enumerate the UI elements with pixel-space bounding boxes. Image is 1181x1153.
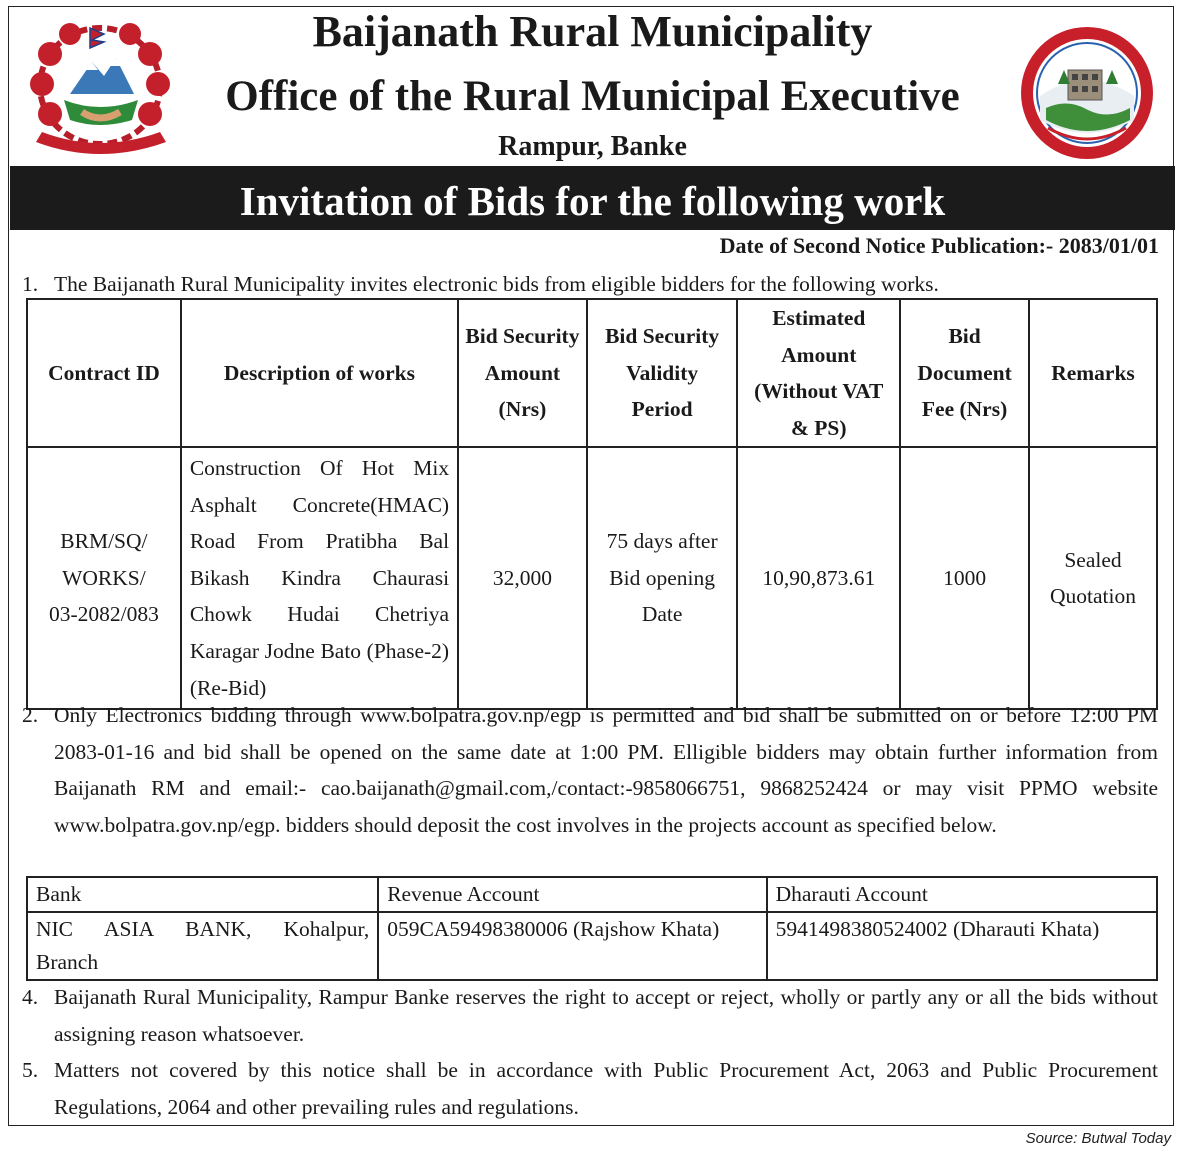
- col-header: Remarks: [1029, 299, 1157, 447]
- notice-item-5: [22, 1052, 1158, 1125]
- revenue-account: 059CA59498380006 (Rajshow Khata): [378, 912, 766, 980]
- table-header-row: [27, 877, 1157, 912]
- work-description: Construction Of Hot Mix Asphalt Concrete(HMAC) Road From Pratibha Bal Bikash Kindra Chaurasi Chowk Hudai Chetriya Karagar Jodne Bato (Phase-2) (Re-Bid): [181, 447, 458, 709]
- col-header: Dharauti Account: [767, 877, 1157, 912]
- municipality-title: Baijanath Rural Municipality: [312, 7, 873, 56]
- document-fee: 1000: [900, 447, 1029, 709]
- table-row: [27, 447, 1157, 709]
- bank-account-table: [26, 876, 1158, 981]
- col-header: Bid Security Amount (Nrs): [458, 299, 587, 447]
- bank-name: [27, 912, 378, 980]
- notice-banner: Invitation of Bids for the following work: [10, 166, 1175, 230]
- item-text: Baijanath Rural Municipality, Rampur Banke reserves the right to accept or reject, wholly or partly any or all the bids without assigning reason whatsoever.: [54, 985, 1158, 1046]
- nepal-emblem-icon: [20, 14, 180, 162]
- table-header-row: [27, 299, 1157, 447]
- item-number: 5.: [22, 1058, 39, 1082]
- publication-date: Date of Second Notice Publication:- 2083/01/01: [719, 233, 1159, 258]
- col-header: Bid Document Fee (Nrs): [900, 299, 1029, 447]
- item-number: 4.: [22, 985, 39, 1009]
- bid-validity-period: 75 days after Bid opening Date: [587, 447, 738, 709]
- office-title: Office of the Rural Municipal Executive: [225, 73, 960, 120]
- item-text: The Baijanath Rural Municipality invites electronic bids from eligible bidders for the following works.: [54, 272, 939, 296]
- item-text: Matters not covered by this notice shall be in accordance with Public Procurement Act, 2063 and Public Procurement Regulations, 2064 and other prevailing rules and regulations.: [54, 1058, 1158, 1119]
- notice-item-2: [22, 697, 1158, 843]
- bank-branch: Branch: [36, 950, 99, 974]
- works-table: [26, 298, 1158, 710]
- item-text: Only Electronics bidding through www.bolpatra.gov.np/egp is permitted and bid shall be submitted on or before 12:00 PM 2083-01-16 and bid shall be opened on the same date at 1:00 PM. Elligible bidders may obtain further information from Baijanath RM and email:- cao.baijanath@gmail.com,/contact:-9858066751, 9868252424 or may visit PPMO website www.bolpatra.gov.np/egp. bidders should deposit the cost involves in the projects account as specified below.: [54, 703, 1158, 837]
- item-number: 1.: [22, 272, 39, 296]
- remarks: Sealed Quotation: [1029, 447, 1157, 709]
- estimated-amount: 10,90,873.61: [737, 447, 900, 709]
- contract-id: BRM/SQ/ WORKS/ 03-2082/083: [27, 447, 181, 709]
- notice-item-4: [22, 979, 1158, 1052]
- item-number: 2.: [22, 703, 39, 727]
- bid-security-amount: 32,000: [458, 447, 587, 709]
- dharauti-account: 5941498380524002 (Dharauti Khata): [767, 912, 1157, 980]
- col-header: Bid Security Validity Period: [587, 299, 738, 447]
- col-header: Contract ID: [27, 299, 181, 447]
- col-header: Bank: [27, 877, 378, 912]
- address: Rampur, Banke: [498, 131, 687, 162]
- table-row: [27, 912, 1157, 980]
- col-header: Estimated Amount (Without VAT & PS): [737, 299, 900, 447]
- bank-name-line: NIC ASIA BANK, Kohalpur,: [36, 917, 370, 941]
- source-credit: Source: Butwal Today: [1025, 1130, 1171, 1147]
- col-header: Description of works: [181, 299, 458, 447]
- col-header: Revenue Account: [378, 877, 766, 912]
- municipality-logo-icon: [1018, 24, 1156, 162]
